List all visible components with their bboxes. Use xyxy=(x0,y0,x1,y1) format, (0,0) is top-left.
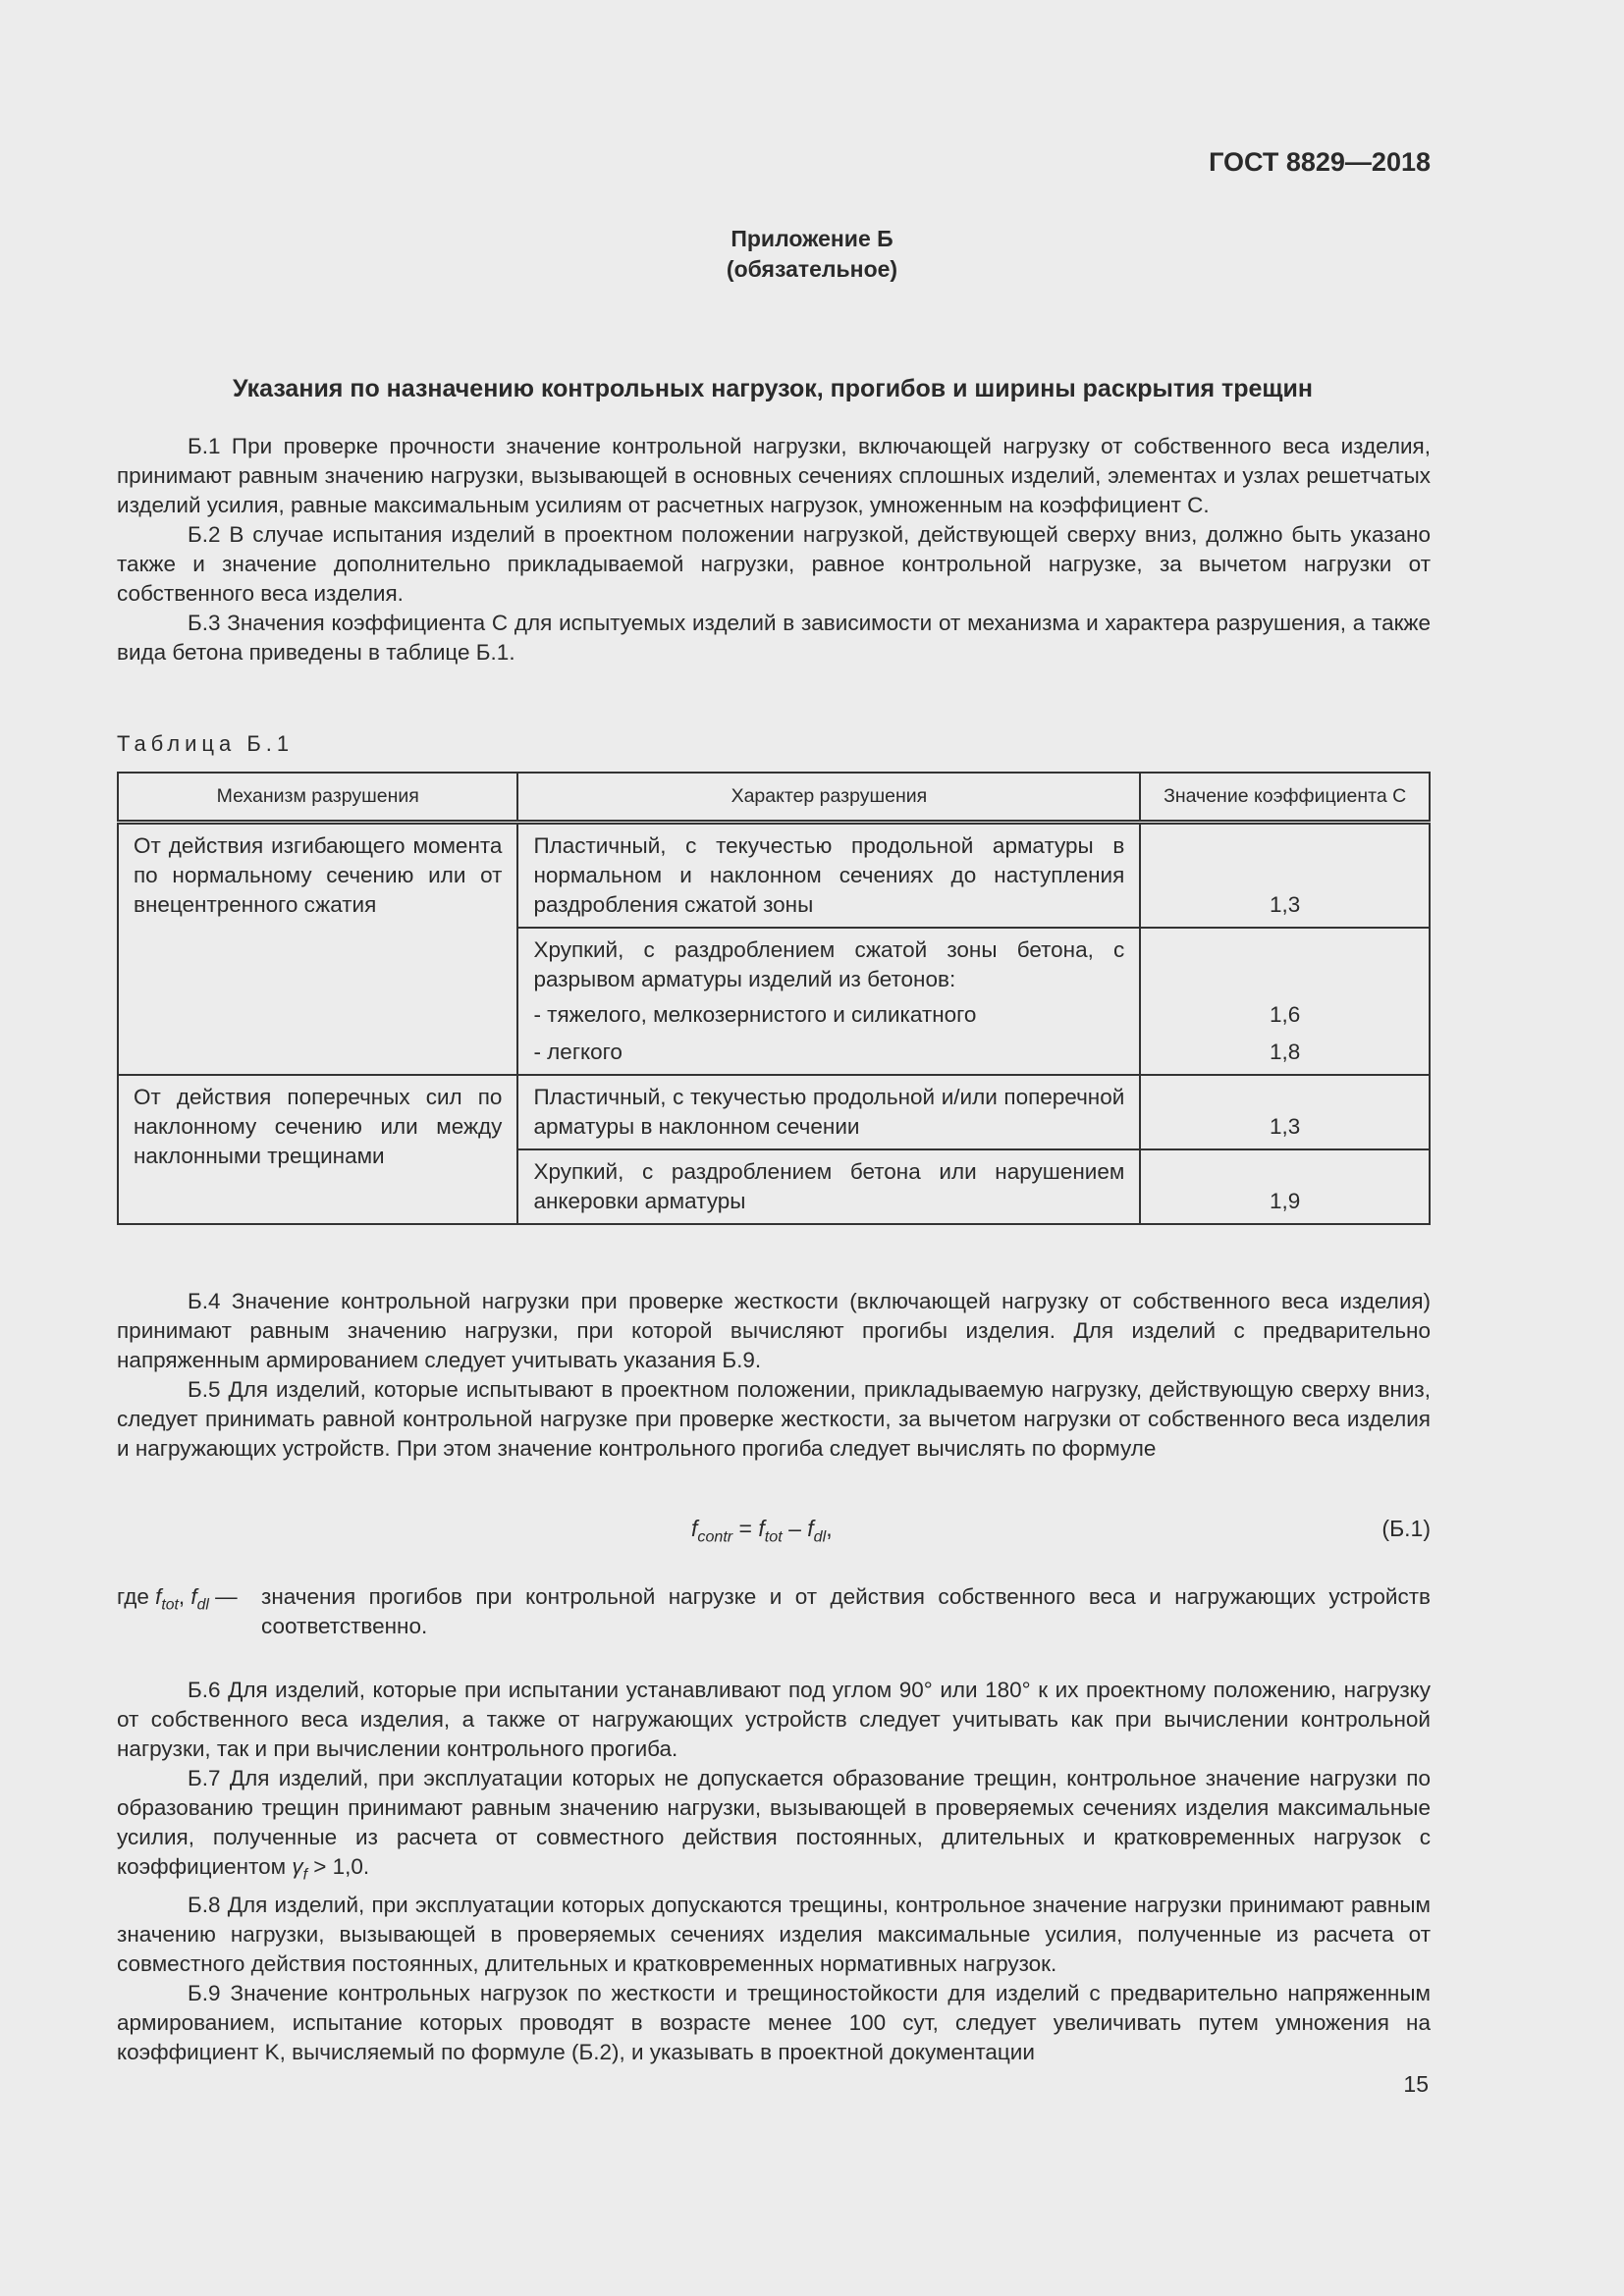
character-text: Хрупкий, с раздроблением сжатой зоны бетона, с разрывом арматуры изделий из бетонов: xyxy=(533,937,1125,991)
character-cell: Хрупкий, с раздроблением бетона или нарушением анкеровки арматуры xyxy=(517,1149,1140,1224)
appendix-heading xyxy=(0,224,1624,285)
paragraph-b5: Б.5 Для изделий, которые испытывают в проектном положении, прикладываемую нагрузку, действующую сверху вниз, следует принимать равной контрольной нагрузке при проверке жесткости, за вычетом нагрузки от собственного веса изделия и нагружающих устройств. При этом значение контрольного прогиба следует вычислять по формуле xyxy=(117,1377,1431,1461)
mechanism-cell: От действия поперечных сил по наклонному сечению или между наклонными трещинами xyxy=(118,1075,517,1224)
table-row xyxy=(118,1075,1430,1149)
formula-expression: $f_{contr} = f_{tot} - f_{dl}$, xyxy=(691,1516,833,1546)
section-title: Указания по назначению контрольных нагрузок, прогибов и ширины раскрытия трещин xyxy=(233,375,1313,402)
character-cell: Пластичный, с текучестью продольной арматуры в нормальном и наклонном сечениях до наступления раздробления сжатой зоны xyxy=(517,823,1140,929)
character-cell: Пластичный, с текучестью продольной и/или поперечной арматуры в наклонном сечении xyxy=(517,1075,1140,1149)
header-mechanism: Механизм разрушения xyxy=(118,773,517,823)
header-character: Характер разрушения xyxy=(517,773,1140,823)
paragraph-b9: Б.9 Значение контрольных нагрузок по жесткости и трещиностойкости для изделий с предварительно напряженным армированием, испытание которых проводят в возрасте менее 100 сут, следует увеличивать путем умножения на коэффициент K, вычисляемый по формуле (Б.2), и указывать в проектной документации xyxy=(117,1980,1431,2064)
paragraphs-mid xyxy=(117,1287,1431,1464)
table-b1 xyxy=(117,772,1431,1225)
header-coefficient: Значение коэффициента С xyxy=(1140,773,1430,823)
coefficient-cell: 1,9 xyxy=(1140,1149,1430,1224)
paragraphs-bottom xyxy=(117,1676,1431,2067)
formula-where xyxy=(117,1582,1431,1641)
coefficient-cell: 1,3 xyxy=(1140,1075,1430,1149)
paragraph-b2: Б.2 В случае испытания изделий в проектном положении нагрузкой, действующей сверху вниз, должно быть указано также и значение дополнительно прикладываемой нагрузки, равное контрольной нагрузке, за вычетом нагрузки от собственного веса изделия. xyxy=(117,522,1431,606)
character-subitem: - тяжелого, мелкозернистого и силикатного xyxy=(533,1002,977,1027)
page-number: 15 xyxy=(1403,2071,1429,2097)
character-subitem: - легкого xyxy=(533,1040,623,1064)
coefficient-cell: 1,3 xyxy=(1140,823,1430,929)
paragraph-b4: Б.4 Значение контрольной нагрузки при проверке жесткости (включающей нагрузку от собственного веса изделия) принимают равным значению нагрузки, при которой вычисляют прогибы изделия. Для изделий с предварительно напряженным армированием следует учитывать указания Б.9. xyxy=(117,1289,1431,1372)
paragraph-b1: Б.1 При проверке прочности значение контрольной нагрузки, включающей нагрузку от собственного веса изделия, принимают равным значению нагрузки, вызывающей в основных сечениях сплошных изделий, элементах и узлах решетчатых изделий усилия, равные максимальным усилиям от расчетных нагрузок, умноженным на коэффициент С. xyxy=(117,434,1431,517)
coefficient-value: 1,6 xyxy=(1270,1002,1301,1027)
document-code: ГОСТ 8829—2018 xyxy=(1209,147,1431,177)
mechanism-cell: От действия изгибающего момента по нормальному сечению или от внецентренного сжатия xyxy=(118,823,517,1076)
coefficient-cell xyxy=(1140,928,1430,1075)
paragraph-b6: Б.6 Для изделий, которые при испытании устанавливают под углом 90° или 180° к их проектному положению, нагрузку от собственного веса изделия, а также от нагружающих устройств следует учитывать как при вычислении контрольной нагрузки, так и при вычислении контрольного прогиба. xyxy=(117,1678,1431,1761)
character-cell xyxy=(517,928,1140,1075)
where-description: значения прогибов при контрольной нагрузке и от действия собственного веса и нагружающих устройств соответственно. xyxy=(261,1584,1431,1638)
paragraph-b7: Б.7 Для изделий, при эксплуатации которых не допускается образование трещин, контрольное значение нагрузки по образованию трещин принимают равным значению нагрузки, вызывающей в проверяемых сечениях изделия максимальные усилия, полученные из расчета от совместного действия постоянных, длительных и кратковременных нагрузок с коэффициентом $\gamma_f > 1,0$. xyxy=(117,1766,1431,1884)
table-caption: Таблица Б.1 xyxy=(117,731,295,756)
appendix-status: (обязательное) xyxy=(726,256,898,282)
paragraphs-top xyxy=(117,432,1431,667)
paragraph-b3: Б.3 Значения коэффициента С для испытуемых изделий в зависимости от механизма и характера разрушения, а также вида бетона приведены в таблице Б.1. xyxy=(117,611,1431,665)
formula-number: (Б.1) xyxy=(1381,1516,1431,1541)
coefficient-value: 1,8 xyxy=(1270,1040,1301,1064)
paragraph-b8: Б.8 Для изделий, при эксплуатации которых допускаются трещины, контрольное значение нагрузки принимают равным значению нагрузки, вызывающей в проверяемых сечениях изделия максимальные усилия, полученные из расчета от совместного действия постоянных, длительных и кратковременных нормативных нагрузок. xyxy=(117,1892,1431,1976)
where-label: где $f_{tot}$, $f_{dl}$ — xyxy=(117,1584,238,1614)
table-row xyxy=(118,823,1430,929)
appendix-title: Приложение Б xyxy=(731,226,893,251)
